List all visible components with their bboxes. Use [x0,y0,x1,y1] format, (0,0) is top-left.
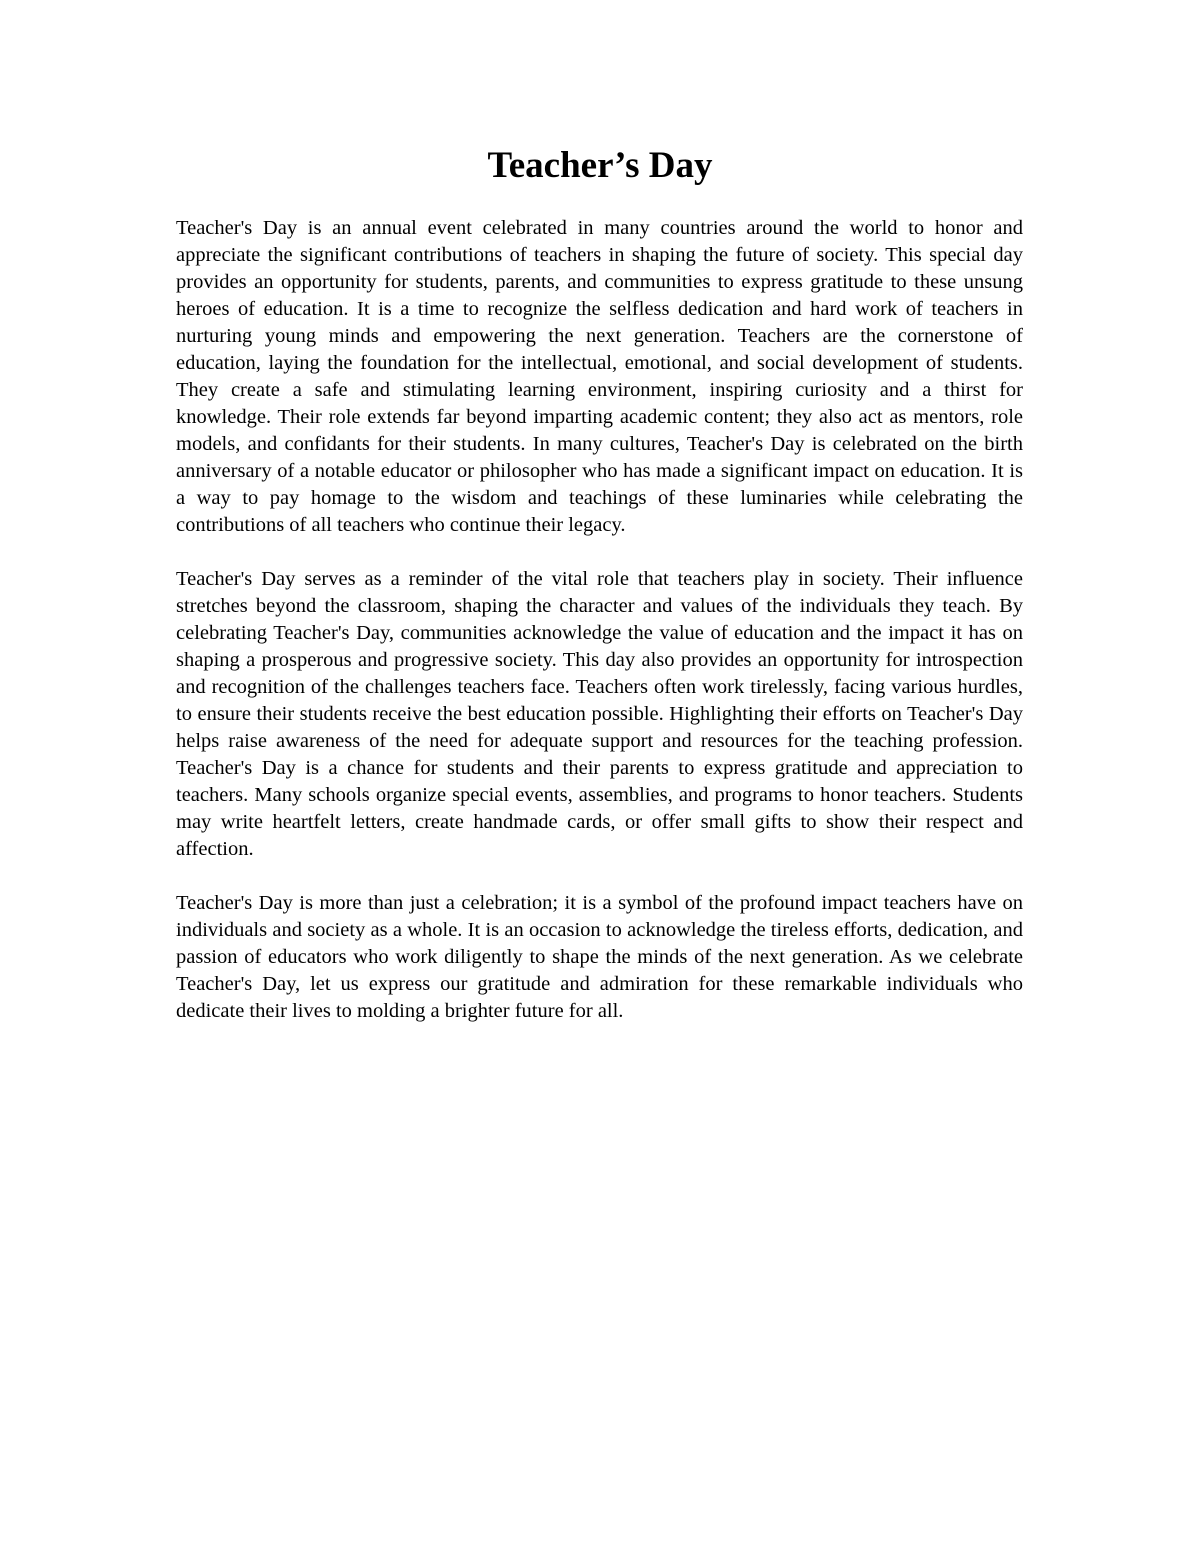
document-body [176,215,1023,1052]
document-title: Teacher’s Day [487,145,713,186]
paragraph-3: Teacher's Day is more than just a celebration; it is a symbol of the profound impact teachers have on individuals and society as a whole. It is an occasion to acknowledge the tireless efforts, dedication, and passion of educators who work diligently to shape the minds of the next generation. As we celebrate Teacher's Day, let us express our gratitude and admiration for these remarkable individuals who dedicate their lives to molding a brighter future for all. [176,892,1023,1022]
paragraph-1: Teacher's Day is an annual event celebrated in many countries around the world to honor and appreciate the significant contributions of teachers in shaping the future of society. This special day provides an opportunity for students, parents, and communities to express gratitude to these unsung heroes of education. It is a time to recognize the selfless dedication and hard work of teachers in nurturing young minds and empowering the next generation. Teachers are the cornerstone of education, laying the foundation for the intellectual, emotional, and social development of students. They create a safe and stimulating learning environment, inspiring curiosity and a thirst for knowledge. Their role extends far beyond imparting academic content; they also act as mentors, role models, and confidants for their students. In many cultures, Teacher's Day is celebrated on the birth anniversary of a notable educator or philosopher who has made a significant impact on education. It is a way to pay homage to the wisdom and teachings of these luminaries while celebrating the contributions of all teachers who continue their legacy. [176,217,1023,536]
paragraph-2: Teacher's Day serves as a reminder of the vital role that teachers play in society. Their influence stretches beyond the classroom, shaping the character and values of the individuals they teach. By celebrating Teacher's Day, communities acknowledge the value of education and the impact it has on shaping a prosperous and progressive society. This day also provides an opportunity for introspection and recognition of the challenges teachers face. Teachers often work tirelessly, facing various hurdles, to ensure their students receive the best education possible. Highlighting their efforts on Teacher's Day helps raise awareness of the need for adequate support and resources for the teaching profession. Teacher's Day is a chance for students and their parents to express gratitude and appreciation to teachers. Many schools organize special events, assemblies, and programs to honor teachers. Students may write heartfelt letters, create handmade cards, or offer small gifts to show their respect and affection. [176,568,1023,860]
